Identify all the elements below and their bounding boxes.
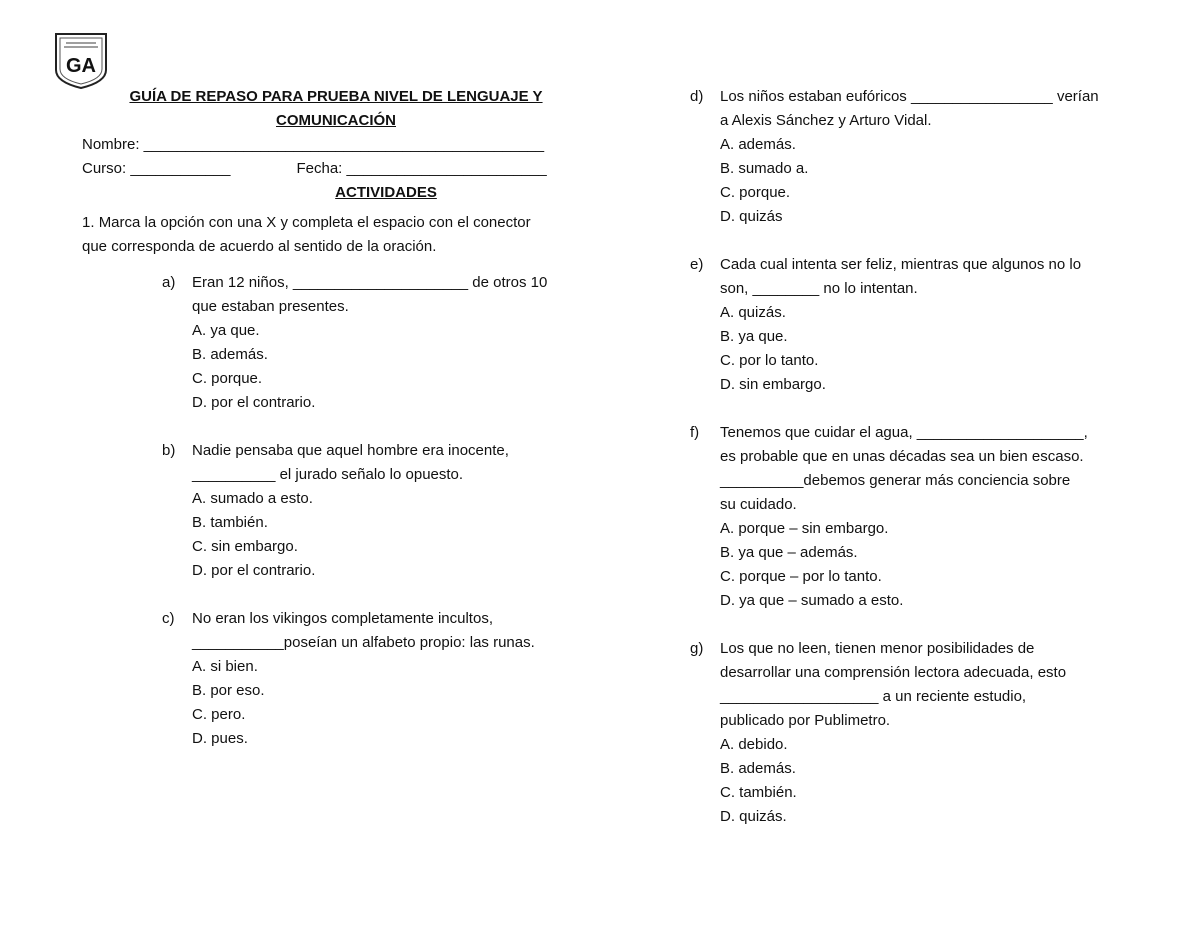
right-column <box>690 85 1130 829</box>
option-d[interactable]: D. por el contrario. <box>192 394 316 411</box>
question-letter: d) <box>690 88 704 105</box>
option-c[interactable]: C. sin embargo. <box>192 538 298 555</box>
question-text: Los que no leen, tienen menor posibilidades de <box>720 640 1035 657</box>
question-text: que estaban presentes. <box>192 298 349 315</box>
question-f <box>690 421 1160 613</box>
option-c[interactable]: C. por lo tanto. <box>720 352 819 369</box>
option-a[interactable]: A. además. <box>720 136 796 153</box>
instruction: 1. Marca la opción con una X y completa el espacio con el conector que corresponda de acuerdo al sentido de la oración. <box>82 214 531 255</box>
option-d[interactable]: D. pues. <box>192 730 248 747</box>
question-text: desarrollar una comprensión lectora adecuada, esto <box>720 664 1067 681</box>
question-text: a Alexis Sánchez y Arturo Vidal. <box>720 112 932 129</box>
left-column <box>82 85 582 751</box>
course-date-row <box>82 157 582 181</box>
option-d[interactable]: D. quizás <box>720 208 783 225</box>
question-a <box>162 271 592 415</box>
question-letter: b) <box>162 442 176 459</box>
question-text: Los niños estaban eufóricos _________________ verían <box>720 88 1099 105</box>
option-c[interactable]: C. porque. <box>192 370 263 387</box>
option-b[interactable]: B. ya que. <box>720 328 788 345</box>
question-text: son, ________ no lo intentan. <box>720 280 918 297</box>
option-d[interactable]: D. sin embargo. <box>720 376 826 393</box>
question-letter: e) <box>690 256 704 273</box>
question-text: __________ el jurado señalo lo opuesto. <box>192 466 464 483</box>
date-field[interactable]: Fecha: ________________________ <box>296 160 547 177</box>
question-text: Tenemos que cuidar el agua, ____________________, <box>720 424 1088 441</box>
question-g <box>690 637 1160 829</box>
question-c <box>162 607 592 751</box>
option-d[interactable]: D. quizás. <box>720 808 787 825</box>
activities-heading: ACTIVIDADES <box>335 184 437 201</box>
option-b[interactable]: B. también. <box>192 514 268 531</box>
option-d[interactable]: D. ya que – sumado a esto. <box>720 592 904 609</box>
question-text: Cada cual intenta ser feliz, mientras que algunos no lo <box>720 256 1082 273</box>
question-text: es probable que en unas décadas sea un bien escaso. <box>720 448 1084 465</box>
option-c[interactable]: C. porque – por lo tanto. <box>720 568 882 585</box>
question-letter: g) <box>690 640 704 657</box>
option-a[interactable]: A. porque – sin embargo. <box>720 520 889 537</box>
document-title: GUÍA DE REPASO PARA PRUEBA NIVEL DE LENGUAJE Y COMUNICACIÓN <box>129 88 543 129</box>
option-b[interactable]: B. ya que – además. <box>720 544 858 561</box>
option-b[interactable]: B. además. <box>192 346 268 363</box>
instruction-number: 1. <box>82 214 95 231</box>
question-b <box>162 439 592 583</box>
option-c[interactable]: C. pero. <box>192 706 246 723</box>
option-a[interactable]: A. debido. <box>720 736 788 753</box>
question-text: Eran 12 niños, _____________________ de otros 10 <box>192 274 548 291</box>
question-text: ___________poseían un alfabeto propio: las runas. <box>192 634 535 651</box>
option-a[interactable]: A. sumado a esto. <box>192 490 313 507</box>
option-c[interactable]: C. también. <box>720 784 797 801</box>
question-text: su cuidado. <box>720 496 797 513</box>
option-a[interactable]: A. quizás. <box>720 304 786 321</box>
option-a[interactable]: A. si bien. <box>192 658 258 675</box>
option-a[interactable]: A. ya que. <box>192 322 260 339</box>
option-d[interactable]: D. por el contrario. <box>192 562 316 579</box>
course-field[interactable]: Curso: ____________ <box>82 160 231 177</box>
logo-text: GA <box>66 55 96 77</box>
question-d <box>690 85 1160 229</box>
question-letter: c) <box>162 610 175 627</box>
question-e <box>690 253 1160 397</box>
option-b[interactable]: B. además. <box>720 760 796 777</box>
question-text: ___________________ a un reciente estudio, <box>720 688 1027 705</box>
question-letter: f) <box>690 424 700 441</box>
question-text: Nadie pensaba que aquel hombre era inocente, <box>192 442 509 459</box>
question-text: __________debemos generar más conciencia sobre <box>720 472 1071 489</box>
question-text: No eran los vikingos completamente incultos, <box>192 610 493 627</box>
option-b[interactable]: B. por eso. <box>192 682 265 699</box>
name-field[interactable]: Nombre: ________________________________________________ <box>82 136 545 153</box>
option-c[interactable]: C. porque. <box>720 184 791 201</box>
question-letter: a) <box>162 274 176 291</box>
option-b[interactable]: B. sumado a. <box>720 160 809 177</box>
question-text: publicado por Publimetro. <box>720 712 891 729</box>
school-logo <box>54 32 108 90</box>
